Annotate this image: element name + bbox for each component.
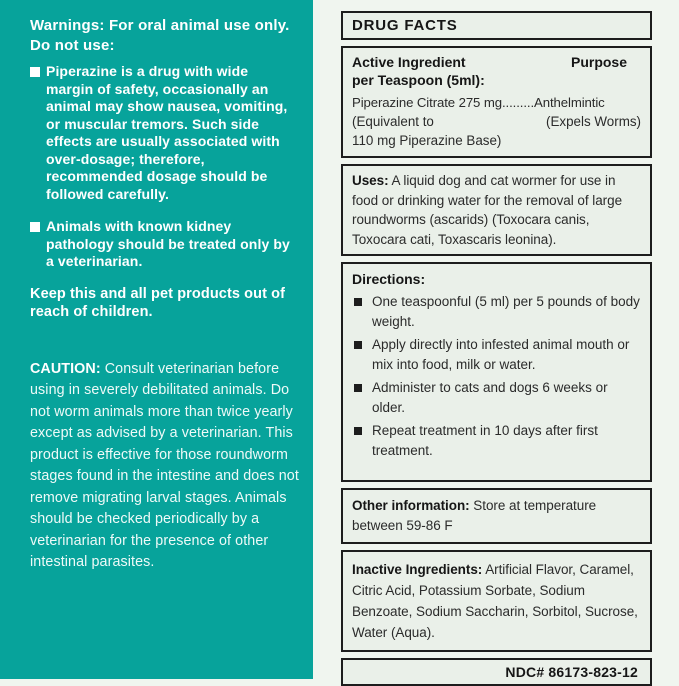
bullet-square-icon [30, 222, 40, 232]
active-ingredient-heading-line1: Active Ingredient [352, 54, 466, 70]
other-information-text: Store at temperature between 59-86 F [352, 498, 597, 533]
active-ingredient-heading-line2: per Teaspoon (5ml): [352, 72, 485, 88]
warning-bullet-item [30, 63, 299, 203]
other-information-label: Other information: [352, 498, 470, 513]
bullet-square-icon [354, 341, 362, 349]
bullet-square-icon [30, 67, 40, 77]
caution-label: CAUTION: [30, 360, 101, 377]
direction-text: Administer to cats and dogs 6 weeks or older. [372, 380, 608, 415]
ingredient-amount-line: Piperazine Citrate 275 mg.........Anthelmintic [352, 95, 605, 110]
direction-item [352, 421, 641, 461]
active-ingredient-heading-row [352, 53, 641, 89]
ndc-section [341, 658, 652, 686]
warning-bullet-text: Animals with known kidney pathology should be treated only by a veterinarian. [46, 218, 290, 269]
equivalent-row [352, 112, 641, 131]
uses-section [341, 164, 652, 256]
uses-text: A liquid dog and cat wormer for use in food or drinking water for the removal of large roundworms (ascarids) (Toxocara canis, Toxocara cati, Toxascaris leonina). [352, 173, 623, 247]
warning-bullet-text: Piperazine is a drug with wide margin of safety, occasionally an animal may show nausea, vomiting, or muscular tremors. Such side effects are usually associated with over-dosage; therefore, recommended dosage should be followed carefully. [46, 63, 288, 202]
base-equivalent-line: 110 mg Piperazine Base) [352, 133, 502, 148]
direction-text: Repeat treatment in 10 days after first treatment. [372, 423, 598, 458]
active-ingredient-heading [352, 53, 485, 89]
direction-text: One teaspoonful (5 ml) per 5 pounds of body weight. [372, 294, 640, 329]
caution-paragraph [30, 359, 299, 574]
caution-text: Consult veterinarian before using in severely debilitated animals. Do not worm animals more than twice yearly except as advised by a veterinarian. This product is effective for those roundworm stages found in the intestine and does not remove migrating larval stages. Animals should be checked periodically by a veterinarian for the presence of other intestinal parasites. [30, 360, 299, 570]
bullet-square-icon [354, 427, 362, 435]
warning-bullet-item [30, 218, 299, 271]
directions-label: Directions: [352, 271, 426, 287]
other-information-section [341, 488, 652, 544]
active-ingredient-section [341, 46, 652, 158]
inactive-ingredients-label: Inactive Ingredients: [352, 562, 483, 577]
drug-facts-title: DRUG FACTS [352, 17, 458, 34]
direction-item [352, 292, 641, 332]
inactive-ingredients-paragraph [352, 559, 641, 643]
direction-item [352, 378, 641, 418]
purpose-heading: Purpose [570, 54, 627, 70]
other-information-paragraph [352, 496, 641, 536]
inactive-ingredients-text: Artificial Flavor, Caramel, Citric Acid, Potassium Sorbate, Sodium Benzoate, Sodium Saccharin, Sorbitol, Sucrose, Water (Aqua). [352, 562, 638, 640]
do-not-use-heading: Do not use: [30, 37, 115, 54]
warnings-panel [0, 0, 313, 679]
directions-section [341, 262, 652, 482]
direction-text: Apply directly into infested animal mouth or mix into food, milk or water. [372, 337, 630, 372]
ndc-number: NDC# 86173-823-12 [505, 664, 638, 680]
direction-item [352, 335, 641, 375]
keep-away-warning: Keep this and all pet products out of reach of children. [30, 285, 286, 320]
drug-facts-panel [341, 11, 652, 686]
drug-facts-header [341, 11, 652, 40]
bullet-square-icon [354, 298, 362, 306]
inactive-ingredients-section [341, 550, 652, 652]
bullet-square-icon [354, 384, 362, 392]
purpose-sub-line: (Expels Worms) [546, 114, 641, 129]
uses-label: Uses: [352, 173, 389, 188]
equivalent-line: (Equivalent to [352, 114, 434, 129]
uses-paragraph [352, 171, 641, 249]
warnings-heading: Warnings: For oral animal use only. [30, 17, 290, 34]
